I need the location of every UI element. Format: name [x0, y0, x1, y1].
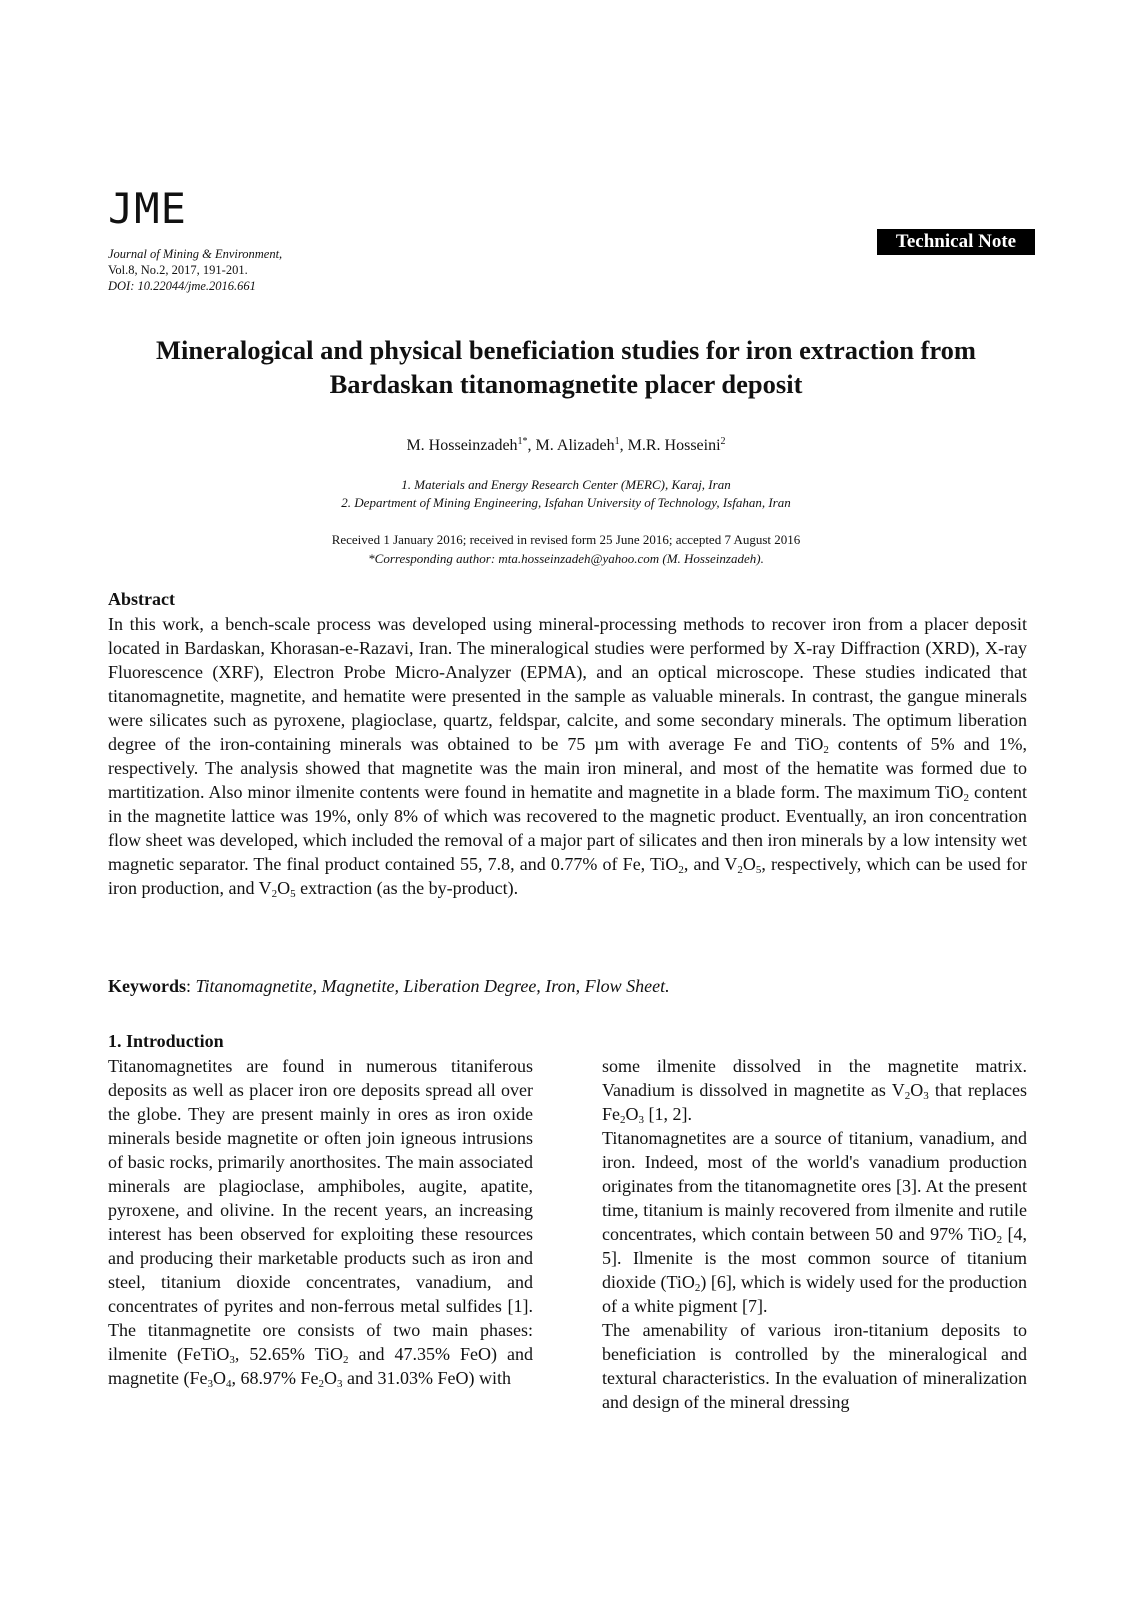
author-affil-mark: 1 — [614, 436, 620, 447]
right-column — [602, 1054, 1027, 1414]
keywords-label: Keywords — [108, 976, 186, 996]
paragraph: some ilmenite dissolved in the magnetite matrix. Vanadium is dissolved in magnetite as $V_2O_3$ that replaces $Fe_2O_3$ [1, 2]. — [602, 1056, 1027, 1126]
journal-info — [108, 246, 282, 294]
author-name: M. Alizadeh — [535, 437, 615, 454]
title-line-1: Mineralogical and physical beneficiation studies for iron extraction from — [156, 335, 976, 365]
affiliation-2: 2. Department of Mining Engineering, Isfahan University of Technology, Isfahan, Iran — [341, 495, 791, 510]
received-dates: Received 1 January 2016; received in revised form 25 June 2016; accepted 7 August 2016 — [331, 532, 801, 547]
article-history — [60, 530, 1072, 568]
paragraph: Titanomagnetites are found in numerous titaniferous deposits as well as placer iron ore deposits spread all over the globe. They are present mainly in ores as iron oxide minerals beside magnetite or often join igneous intrusions of basic rocks, primarily anorthosites. The main associated minerals are plagioclase, amphiboles, augite, apatite, pyroxene, and olivine. In the recent years, an increasing interest has been observed for exploiting these resources and producing their marketable products such as iron and steel, titanium dioxide concentrates, vanadium, and concentrates of pyrites and non-ferrous metal sulfides [1]. The titanmagnetite ore consists of two main phases: ilmenite (FeTiO$_3$, 52.65% TiO$_2$ and 47.35% FeO) and magnetite ($Fe_3O_4$, 68.97% $Fe_2O_3$ and 31.03% FeO) with — [108, 1056, 534, 1390]
affiliations — [60, 476, 1072, 512]
abstract-text: In this work, a bench-scale process was developed using mineral-processing methods to recover iron from a placer deposit located in Bardaskan, Khorasan-e-Razavi, Iran. The mineralogical studies were performed by X-ray Diffraction (XRD), X-ray Fluorescence (XRF), Electron Probe Micro-Analyzer (EPMA), and an optical microscope. These studies indicated that titanomagnetite, magnetite, and hematite were presented in the sample as valuable minerals. In contrast, the gangue minerals were silicates such as pyroxene, plagioclase, quartz, feldspar, calcite, and some secondary minerals. The optimum liberation degree of the iron-containing minerals was obtained to be 75 µm with average Fe and TiO$_2$ contents of 5% and 1%, respectively. The analysis showed that magnetite was the main iron mineral, and most of the hematite was formed due to martitization. Also minor ilmenite contents were found in hematite and magnetite in a blade form. The maximum TiO$_2$ content in the magnetite lattice was 19%, only 8% of which was recovered to the magnetic product. Eventually, an iron concentration flow sheet was developed, which included the removal of a major part of silicates and then iron minerals by a low intensity wet magnetic separator. The final product contained 55, 7.8, and 0.77% of Fe, TiO$_2$, and $V_2O_5$, respectively, which can be used for iron production, and $V_2O_5$ extraction (as the by-product). — [108, 614, 1027, 900]
author-name: M.R. Hosseini — [627, 437, 721, 454]
title-line-2: Bardaskan titanomagnetite placer deposit — [329, 369, 803, 399]
abstract-heading: Abstract — [108, 589, 175, 609]
paragraph: Titanomagnetites are a source of titanium, vanadium, and iron. Indeed, most of the world's vanadium production originates from the titanomagnetite ores [3]. At the present time, titanium is mainly recovered from ilmenite and rutile concentrates, which contain between 50 and 97% TiO$_2$ [4, 5]. Ilmenite is the most common source of titanium dioxide (TiO$_2$) [6], which is widely used for the production of a white pigment [7]. — [602, 1128, 1028, 1316]
journal-logo: JME — [108, 184, 187, 233]
paragraph: The amenability of various iron-titanium deposits to beneficiation is controlled by the mineralogical and textural characteristics. In the evaluation of mineralization and design of the mineral dressing — [602, 1320, 1027, 1412]
journal-name: Journal of Mining & Environment, — [108, 247, 283, 261]
journal-doi: DOI: 10.22044/jme.2016.661 — [108, 279, 256, 293]
author-name: M. Hosseinzadeh — [406, 437, 518, 454]
author-affil-mark: 2 — [720, 436, 726, 447]
section-heading: 1. Introduction — [108, 1031, 224, 1051]
article-type-badge: Technical Note — [877, 229, 1035, 255]
paper-title — [60, 333, 1072, 401]
keywords-list: Titanomagnetite, Magnetite, Liberation Degree, Iron, Flow Sheet. — [195, 976, 670, 996]
author-list: M. Hosseinzadeh$^{1*}$, M. Alizadeh$^1$, M.R. Hosseini$^2$ — [406, 436, 726, 454]
journal-volume: Vol.8, No.2, 2017, 191-201. — [108, 263, 248, 277]
corresponding-author: *Corresponding author: mta.hosseinzadeh@yahoo.com (M. Hosseinzadeh). — [368, 551, 764, 566]
affiliation-1: 1. Materials and Energy Research Center (MERC), Karaj, Iran — [401, 477, 731, 492]
keywords: Keywords: Titanomagnetite, Magnetite, Liberation Degree, Iron, Flow Sheet. — [108, 976, 670, 996]
author-affil-mark: 1* — [517, 436, 528, 447]
left-column — [108, 1054, 533, 1390]
